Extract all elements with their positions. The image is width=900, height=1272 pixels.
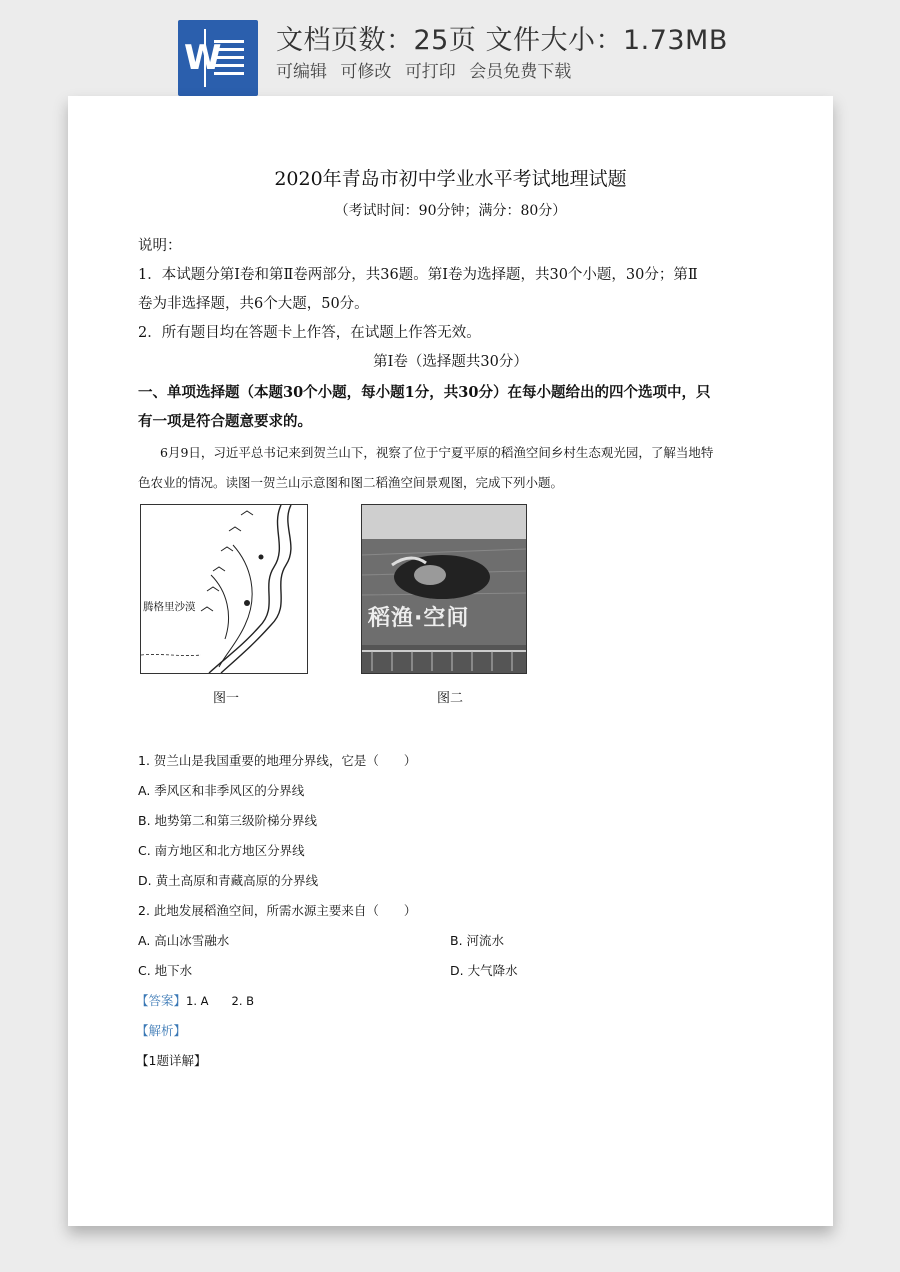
member-download-label: 会员免费下载 <box>469 62 572 82</box>
q2-option-c: C. 地下水 <box>138 963 193 978</box>
modifiable-label: 可修改 <box>340 62 392 82</box>
desert-label: 腾格里沙漠 <box>143 601 196 613</box>
q2-option-a: A. 高山冰雪融水 <box>138 933 230 948</box>
section-1-line-1: 一、单项选择题（本题30个小题，每小题1分，共30分）在每小题给出的四个选项中，只 <box>138 384 711 401</box>
question-1: 1. 贺兰山是我国重要的地理分界线，它是（ ） <box>138 753 417 768</box>
helan-mountain-map <box>140 504 308 674</box>
note-1-line-1: 1．本试题分第Ⅰ卷和第Ⅱ卷两部分，共36题。第Ⅰ卷为选择题，共30个小题，30分；第Ⅱ <box>138 267 698 283</box>
map-sketch <box>141 505 307 673</box>
note-1-line-2: 卷为非选择题，共6个大题，50分。 <box>138 296 369 312</box>
q2-option-d: D. 大气降水 <box>450 963 518 978</box>
intro-line-1: 6月9日，习近平总书记来到贺兰山下，视察了位于宁夏平原的稻渔空间乡村生态观光园，了解当地特 <box>160 445 714 460</box>
answer-text: 1. A 2. B <box>186 994 255 1008</box>
q1-option-c: C. 南方地区和北方地区分界线 <box>138 843 305 858</box>
answer-label: 【答案】 <box>136 993 187 1008</box>
q1-option-d: D. 黄土高原和青藏高原的分界线 <box>138 873 319 888</box>
figure-2-caption: 图二 <box>437 691 464 706</box>
rice-fish-landscape-photo <box>361 504 527 674</box>
download-header <box>0 0 900 100</box>
q1-option-b: B. 地势第二和第三级阶梯分界线 <box>138 813 318 828</box>
exam-title: 2020年青岛市初中学业水平考试地理试题 <box>274 168 627 190</box>
figure-1-caption: 图一 <box>213 691 240 706</box>
answer-line <box>136 991 254 1009</box>
section-1-line-2: 有一项是符合题意要求的。 <box>138 413 312 430</box>
action-list <box>276 57 579 82</box>
note-2: 2．所有题目均在答题卡上作答，在试题上作答无效。 <box>138 325 481 341</box>
analysis-label: 【解析】 <box>136 1023 187 1038</box>
landscape-photo <box>362 505 526 673</box>
detail-label: 【1题详解】 <box>136 1053 207 1068</box>
editable-label: 可编辑 <box>276 62 327 82</box>
file-info: 文档页数：25页 文件大小：1.73MB <box>276 25 728 56</box>
rice-fish-sign: 稻渔·空间 <box>368 606 470 631</box>
q1-option-a: A. 季风区和非季风区的分界线 <box>138 783 305 798</box>
q2-option-b: B. 河流水 <box>450 933 505 948</box>
printable-label: 可打印 <box>404 62 456 82</box>
question-2: 2. 此地发展稻渔空间，所需水源主要来自（ ） <box>138 903 417 918</box>
note-label: 说明： <box>138 238 182 254</box>
word-document-icon: W <box>178 20 258 96</box>
intro-line-2: 色农业的情况。读图一贺兰山示意图和图二稻渔空间景观图，完成下列小题。 <box>138 475 564 490</box>
document-page <box>68 96 833 1226</box>
part-1-heading: 第Ⅰ卷（选择题共30分） <box>373 354 528 370</box>
exam-subtitle: （考试时间：90分钟；满分：80分） <box>334 203 567 219</box>
